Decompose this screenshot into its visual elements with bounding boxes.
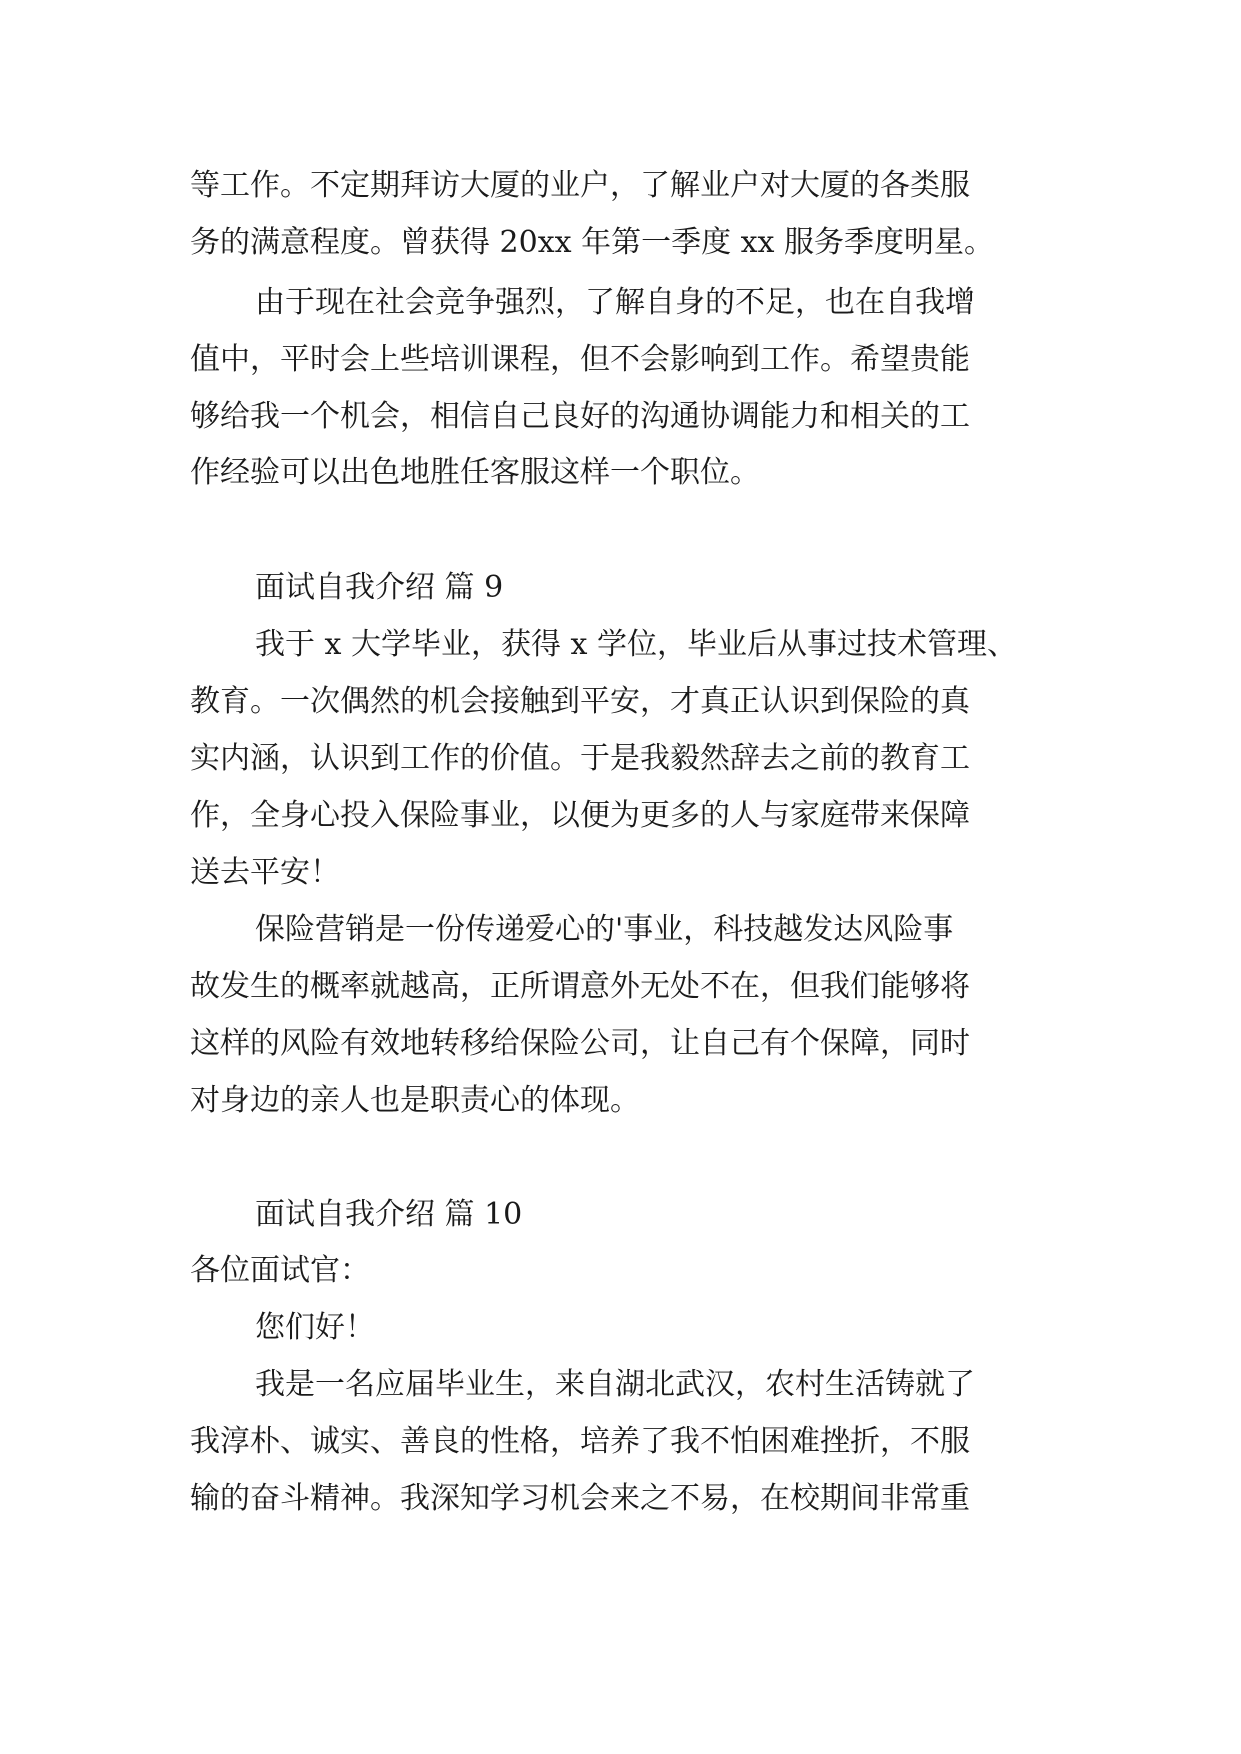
salutation: 各位面试官： <box>190 1253 370 1288</box>
paragraph-line: 值中，平时会上些培训课程，但不会影响到工作。希望贵能 <box>190 342 970 377</box>
section-heading: 面试自我介绍 篇 9 <box>255 570 504 605</box>
section-heading: 面试自我介绍 篇 10 <box>255 1197 523 1232</box>
greeting: 您们好！ <box>255 1310 375 1345</box>
paragraph-line: 保险营销是一份传递爱心的'事业，科技越发达风险事 <box>255 912 954 947</box>
paragraph-line: 作，全身心投入保险事业，以便为更多的人与家庭带来保障 <box>190 798 970 833</box>
paragraph-line: 我是一名应届毕业生，来自湖北武汉，农村生活铸就了 <box>255 1367 975 1402</box>
paragraph-line: 等工作。不定期拜访大厦的业户，了解业户对大厦的各类服 <box>190 168 970 203</box>
paragraph-line: 这样的风险有效地转移给保险公司，让自己有个保障，同时 <box>190 1026 970 1061</box>
paragraph-line: 对身边的亲人也是职责心的体现。 <box>190 1083 640 1118</box>
paragraph-line: 我淳朴、诚实、善良的性格，培养了我不怕困难挫折，不服 <box>190 1424 970 1459</box>
paragraph-line: 作经验可以出色地胜任客服这样一个职位。 <box>190 455 760 490</box>
paragraph-line: 输的奋斗精神。我深知学习机会来之不易，在校期间非常重 <box>190 1481 970 1516</box>
paragraph-line: 实内涵，认识到工作的价值。于是我毅然辞去之前的教育工 <box>190 741 970 776</box>
paragraph-line: 送去平安！ <box>190 855 340 890</box>
paragraph-line: 故发生的概率就越高，正所谓意外无处不在，但我们能够将 <box>190 969 970 1004</box>
paragraph-line: 教育。一次偶然的机会接触到平安，才真正认识到保险的真 <box>190 684 970 719</box>
paragraph-line: 务的满意程度。曾获得 20xx 年第一季度 xx 服务季度明星。 <box>190 225 994 260</box>
paragraph-line: 够给我一个机会，相信自己良好的沟通协调能力和相关的工 <box>190 399 970 434</box>
paragraph-line: 由于现在社会竞争强烈，了解自身的不足，也在自我增 <box>255 285 975 320</box>
paragraph-line: 我于 x 大学毕业，获得 x 学位，毕业后从事过技术管理、 <box>255 627 1017 662</box>
